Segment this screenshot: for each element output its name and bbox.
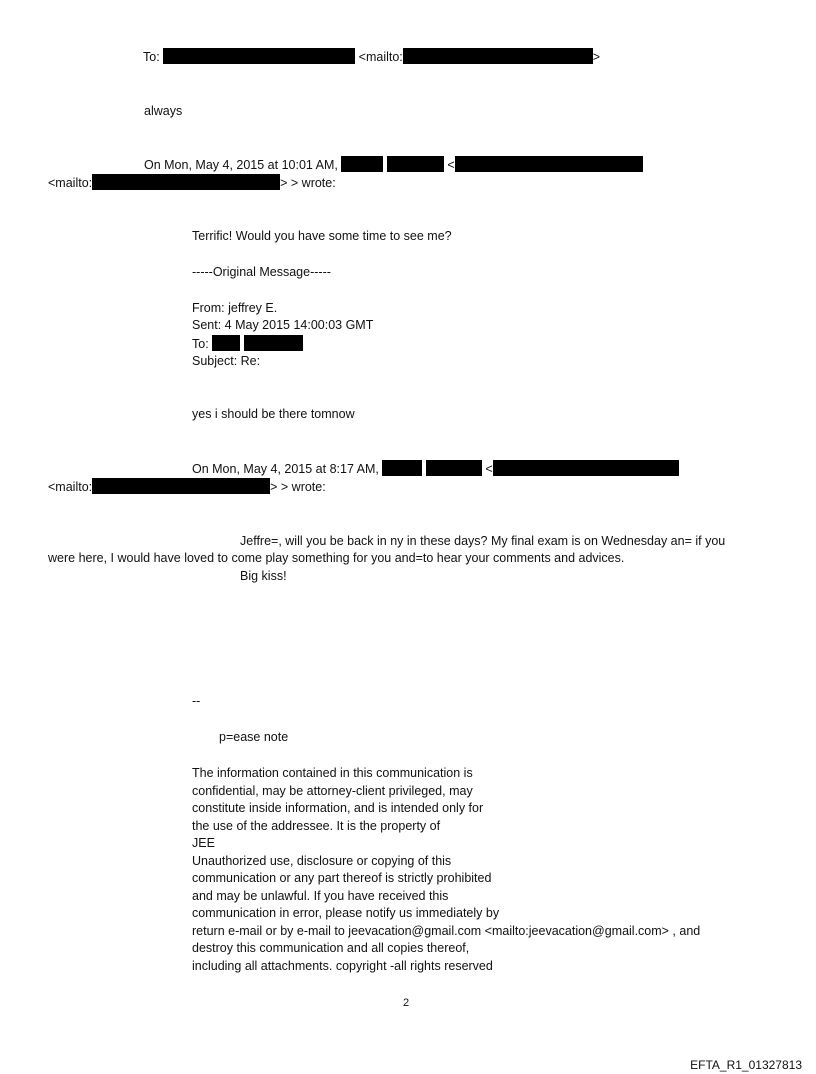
redaction-bar <box>341 156 383 172</box>
disclaimer-line: including all attachments. copyright -all rights reserved <box>192 958 493 973</box>
mailto-prefix: <mailto: <box>48 176 93 190</box>
to-label: To: <box>143 50 160 64</box>
quote-intro-2 <box>192 460 679 478</box>
lt-sign: < <box>485 462 493 476</box>
disclaimer-line: and may be unlawful. If you have received this <box>192 888 449 903</box>
original-message-header: -----Original Message----- <box>192 265 331 279</box>
redaction-bar <box>493 460 679 476</box>
to-line-2 <box>192 335 303 353</box>
quote-intro-text: On Mon, May 4, 2015 at 10:01 AM, <box>144 158 338 172</box>
message-body-2-line-2: were here, I would have loved to come play something for you and=to hear your comments and advices. <box>48 551 625 565</box>
sent-line: Sent: 4 May 2015 14:00:03 GMT <box>192 318 374 332</box>
quote-intro-text: On Mon, May 4, 2015 at 8:17 AM, <box>192 462 379 476</box>
disclaimer-line: return e-mail or by e-mail to jeevacation@gmail.com <mailto:jeevacation@gmail.com> , and <box>192 923 701 938</box>
disclaimer-line: The information contained in this communication is <box>192 766 473 780</box>
subject-line: Subject: Re: <box>192 354 261 368</box>
disclaimer-line: the use of the addressee. It is the property of <box>192 818 441 833</box>
redaction-bar <box>403 48 593 64</box>
lt-sign: < <box>447 158 455 172</box>
mailto-prefix: <mailto: <box>358 50 403 64</box>
message-body-2-line-1: Jeffre=, will you be back in ny in these days? My final exam is on Wednesday an= if you <box>240 534 726 548</box>
redaction-bar <box>244 335 303 351</box>
disclaimer-line: communication or any part thereof is strictly prohibited <box>192 871 492 885</box>
disclaimer-line: Unauthorized use, disclosure or copying of this <box>192 853 452 868</box>
signature-note: p=ease note <box>219 730 289 744</box>
wrote-text: > > wrote: <box>270 480 326 494</box>
redaction-bar <box>426 460 482 476</box>
mailto-prefix: <mailto: <box>48 480 93 494</box>
reply-always: always <box>144 104 183 118</box>
disclaimer-line: confidential, may be attorney-client privileged, may <box>192 783 473 798</box>
quote-mailto-2 <box>48 478 326 496</box>
disclaimer-line: JEE <box>192 836 215 850</box>
disclaimer-line: destroy this communication and all copies thereof, <box>192 941 470 955</box>
redaction-bar <box>92 174 280 190</box>
quote-mailto-1 <box>48 174 336 192</box>
page-number: 2 <box>403 997 410 1009</box>
redaction-bar <box>455 156 643 172</box>
redaction-bar <box>163 48 355 64</box>
disclaimer-line: constitute inside information, and is intended only for <box>192 801 484 815</box>
quote-intro-1 <box>144 156 643 174</box>
redaction-bar <box>387 156 444 172</box>
disclaimer-block <box>192 765 700 975</box>
message-body-2-line-3: Big kiss! <box>240 569 287 583</box>
document-id: EFTA_R1_01327813 <box>690 1058 802 1072</box>
reply-yes: yes i should be there tomnow <box>192 407 355 421</box>
disclaimer-line: communication in error, please notify us immediately by <box>192 906 500 920</box>
to-label: To: <box>192 337 209 351</box>
signature-dashes: -- <box>192 694 201 708</box>
to-line <box>143 48 600 66</box>
message-body-1: Terrific! Would you have some time to see me? <box>192 229 452 243</box>
from-line: From: jeffrey E. <box>192 301 278 315</box>
redaction-bar <box>212 335 240 351</box>
wrote-text: > > wrote: <box>280 176 336 190</box>
mailto-suffix: > <box>592 50 601 64</box>
redaction-bar <box>92 478 270 494</box>
redaction-bar <box>382 460 422 476</box>
